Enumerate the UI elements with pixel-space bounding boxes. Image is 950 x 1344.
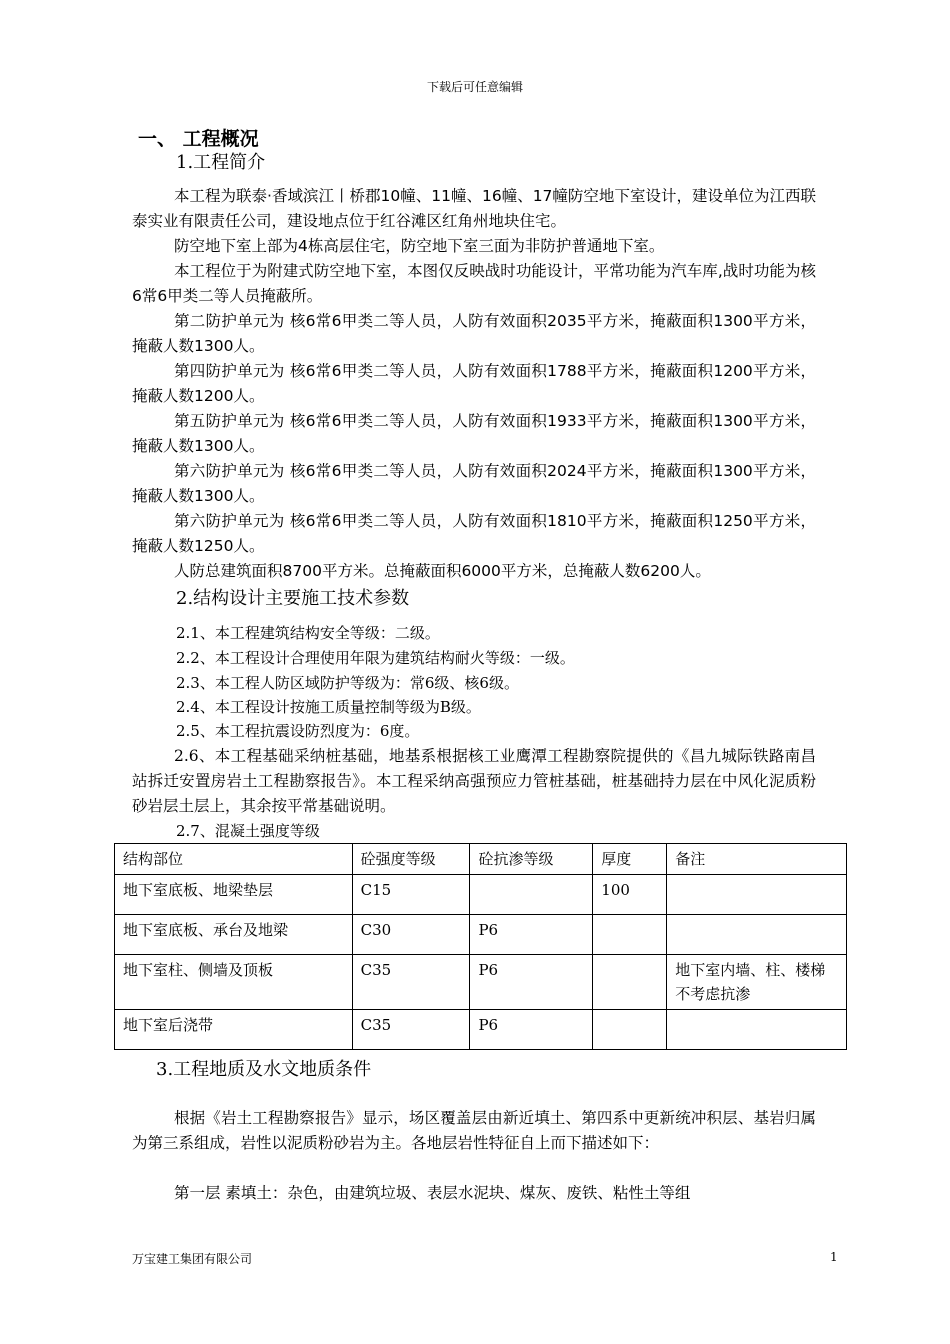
section1-title: 1.工程简介: [176, 152, 266, 173]
footer-company: 万宝建工集团有限公司: [132, 1252, 253, 1266]
table-cell: C15: [352, 875, 470, 915]
table-cell: P6: [470, 1010, 593, 1050]
table-cell: 100: [593, 875, 667, 915]
table-cell: C35: [352, 1010, 470, 1050]
page-header: 下载后可任意编辑: [426, 80, 523, 94]
chapter-title: 一、 工程概况: [138, 128, 259, 150]
table-cell: P6: [470, 915, 593, 955]
table-header-cell: 结构部位: [115, 844, 353, 875]
paragraph: 第五防护单元为 核6常6甲类二等人员，人防有效面积1933平方米，掩蔽面积1300平方米，掩蔽人数1300人。: [132, 412, 816, 455]
table-cell: 地下室柱、侧墙及顶板: [115, 955, 353, 1010]
table-cell: [470, 875, 593, 915]
table-cell: [593, 955, 667, 1010]
table-cell: C35: [352, 955, 470, 1010]
paragraph: 本工程位于为附建式防空地下室，本图仅反映战时功能设计，平常功能为汽车库,战时功能为核6常6甲类二等人员掩蔽所。: [132, 262, 816, 305]
table-cell: 地下室底板、地梁垫层: [115, 875, 353, 915]
table-row: [115, 955, 847, 1010]
paragraph: 根据《岩土工程勘察报告》显示，场区覆盖层由新近填土、第四系中更新统冲积层、基岩归属为第三系组成，岩性以泥质粉砂岩为主。各地层岩性特征自上而下描述如下：: [132, 1109, 816, 1152]
section2-title: 2.结构设计主要施工技术参数: [176, 588, 410, 609]
table-header-cell: 砼强度等级: [352, 844, 470, 875]
table-cell: P6: [470, 955, 593, 1010]
table-header-row: [115, 844, 847, 875]
paragraph: 人防总建筑面积8700平方米。总掩蔽面积6000平方米，总掩蔽人数6200人。: [174, 562, 711, 580]
paragraph: 2.6、本工程基础采纳桩基础，地基系根据核工业鹰潭工程勘察院提供的《昌九城际铁路南昌站拆迁安置房岩土工程勘察报告》。本工程采纳高强预应力管桩基础，桩基础持力层在中风化泥质粉砂岩层土层上，其余按平常基础说明。: [132, 747, 816, 815]
paragraph: 第六防护单元为 核6常6甲类二等人员，人防有效面积2024平方米，掩蔽面积1300平方米，掩蔽人数1300人。: [132, 462, 816, 505]
param-line: 2.5、本工程抗震设防烈度为：6度。: [176, 722, 420, 740]
page-number: 1: [830, 1250, 838, 1264]
param-line: 2.3、本工程人防区域防护等级为：常6级、核6级。: [176, 674, 519, 692]
paragraph: 防空地下室上部为4栋高层住宅，防空地下室三面为非防护普通地下室。: [174, 237, 665, 255]
param-line: 2.2、本工程设计合理使用年限为建筑结构耐火等级：一级。: [176, 649, 575, 667]
table-cell: [667, 875, 847, 915]
param-line: 2.7、混凝土强度等级: [176, 822, 320, 840]
table-row: [115, 1010, 847, 1050]
table-cell: [667, 1010, 847, 1050]
table-cell: [667, 915, 847, 955]
paragraph: 本工程为联泰·香域滨江丨桥郡10幢、11幢、16幢、17幢防空地下室设计，建设单位为江西联泰实业有限责任公司，建设地点位于红谷滩区红角州地块住宅。: [132, 187, 816, 230]
param-line: 2.4、本工程设计按施工质量控制等级为B级。: [176, 698, 481, 716]
table-header-cell: 厚度: [593, 844, 667, 875]
table-cell: 地下室后浇带: [115, 1010, 353, 1050]
table-cell: 地下室底板、承台及地梁: [115, 915, 353, 955]
param-line: 2.1、本工程建筑结构安全等级：二级。: [176, 624, 440, 642]
table-header-cell: 备注: [667, 844, 847, 875]
table-cell: [593, 1010, 667, 1050]
table-cell: 地下室内墙、柱、楼梯不考虑抗渗: [667, 955, 847, 1010]
section3-title: 3.工程地质及水文地质条件: [156, 1059, 372, 1080]
paragraph: 第一层 素填土：杂色，由建筑垃圾、表层水泥块、煤灰、废铁、粘性土等组: [174, 1184, 691, 1202]
table-header-cell: 砼抗渗等级: [470, 844, 593, 875]
paragraph: 第六防护单元为 核6常6甲类二等人员，人防有效面积1810平方米，掩蔽面积1250平方米，掩蔽人数1250人。: [132, 512, 816, 555]
table-cell: [593, 915, 667, 955]
paragraph: 第四防护单元为 核6常6甲类二等人员，人防有效面积1788平方米，掩蔽面积1200平方米，掩蔽人数1200人。: [132, 362, 816, 405]
paragraph: 第二防护单元为 核6常6甲类二等人员，人防有效面积2035平方米，掩蔽面积1300平方米，掩蔽人数1300人。: [132, 312, 816, 355]
table-row: [115, 875, 847, 915]
concrete-grade-table: [114, 843, 847, 1050]
table-row: [115, 915, 847, 955]
table-cell: C30: [352, 915, 470, 955]
